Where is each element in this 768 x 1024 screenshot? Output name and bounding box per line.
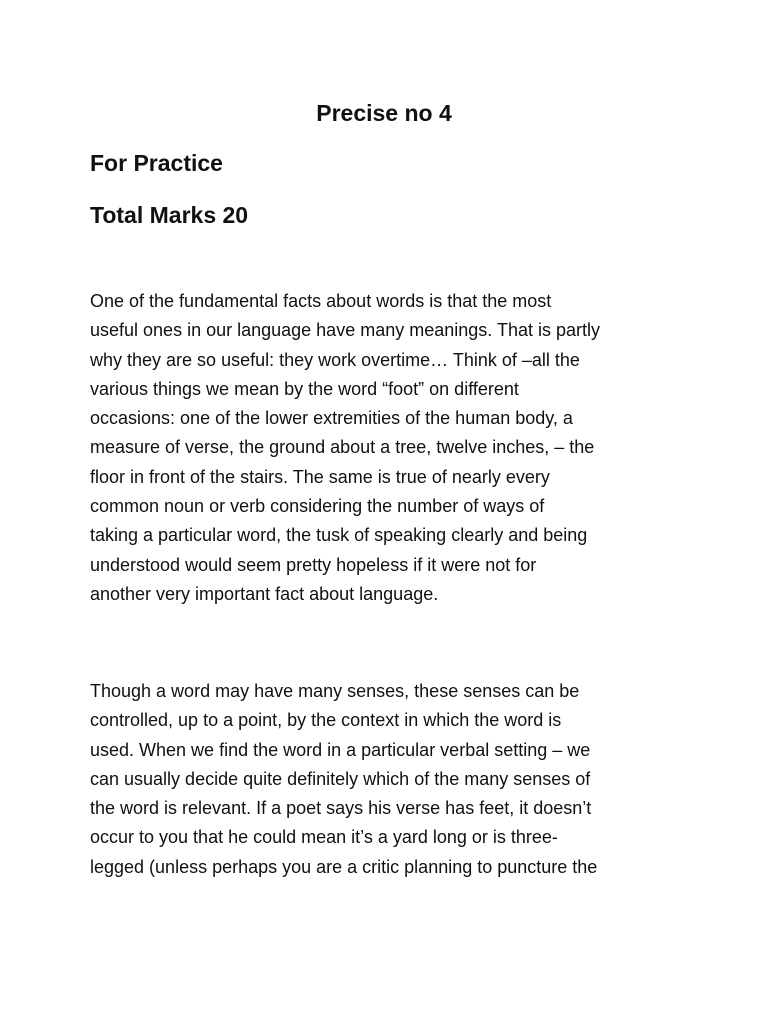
text-line: taking a particular word, the tusk of speaking clearly and being	[90, 525, 588, 546]
text-line: why they are so useful: they work overtime… Think of –all the	[90, 349, 580, 370]
text-line: occur to you that he could mean it’s a yard long or is three-	[90, 827, 558, 848]
text-line: measure of verse, the ground about a tree, twelve inches, – the	[90, 437, 595, 458]
text-line: legged (unless perhaps you are a critic planning to puncture the	[90, 856, 598, 877]
text-line: floor in front of the stairs. The same is true of nearly every	[90, 466, 550, 487]
text-line: can usually decide quite definitely which of the many senses of	[90, 768, 591, 789]
text-line: used. When we find the word in a particular verbal setting – we	[90, 739, 591, 760]
text-line: controlled, up to a point, by the context in which the word is	[90, 710, 562, 731]
text-line: another very important fact about language.	[90, 583, 439, 604]
text-line: the word is relevant. If a poet says his verse has feet, it doesn’t	[90, 798, 592, 819]
subtitle-for-practice: For Practice	[90, 150, 223, 176]
paragraph-1	[90, 287, 680, 609]
text-line: One of the fundamental facts about words is that the most	[90, 291, 552, 311]
text-line: useful ones in our language have many meanings. That is partly	[90, 320, 600, 341]
paragraph-2	[90, 677, 680, 882]
text-line: common noun or verb considering the number of ways of	[90, 496, 545, 517]
total-marks: Total Marks 20	[90, 202, 249, 228]
text-line: understood would seem pretty hopeless if it were not for	[90, 554, 537, 575]
text-line: various things we mean by the word “foot” on different	[90, 378, 519, 399]
page-title: Precise no 4	[316, 100, 452, 126]
text-line: Though a word may have many senses, these senses can be	[90, 681, 580, 701]
text-line: occasions: one of the lower extremities of the human body, a	[90, 408, 573, 429]
